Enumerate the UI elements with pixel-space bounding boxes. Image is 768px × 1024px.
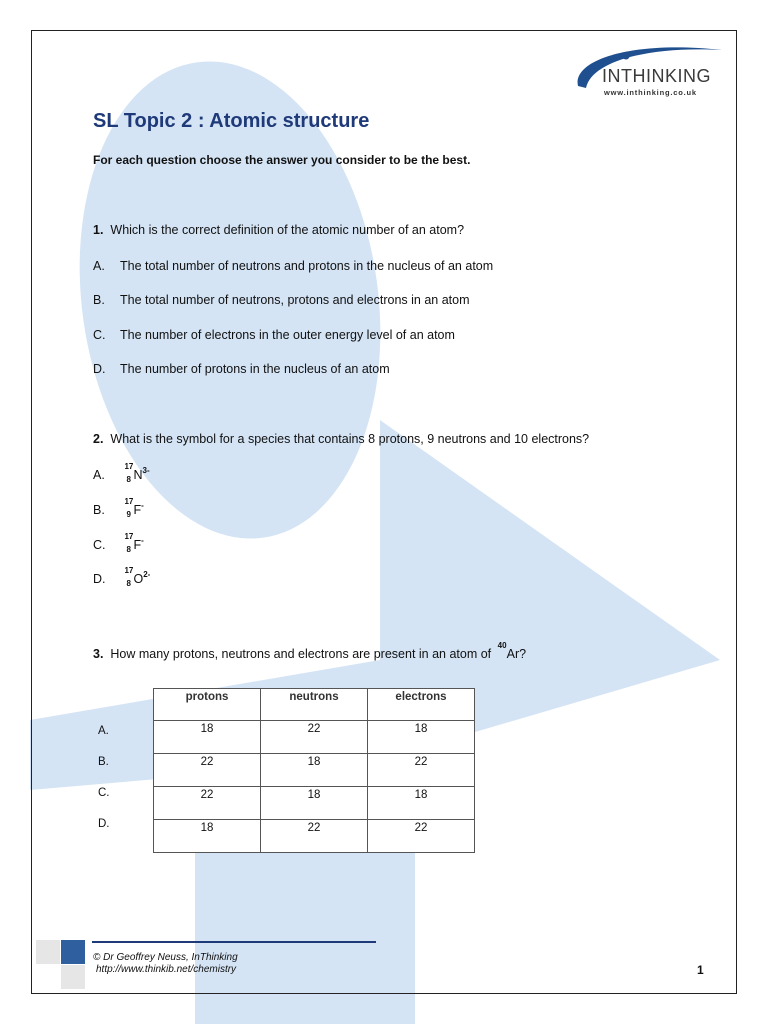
table-cell: 22 — [368, 820, 475, 853]
table-cell: 18 — [154, 721, 261, 754]
q1-option-c[interactable] — [93, 328, 455, 342]
option-text: The total number of neutrons and protons in the nucleus of an atom — [120, 259, 494, 273]
table-header-row — [154, 689, 475, 721]
footer-rule — [92, 941, 376, 943]
table-row[interactable] — [154, 820, 475, 853]
table-cell: 22 — [261, 721, 368, 754]
footer-author: © Dr Geoffrey Neuss, InThinking — [93, 952, 238, 963]
q2-option-d[interactable] — [93, 566, 151, 588]
mass-number: 17 — [124, 532, 134, 541]
q2-option-c[interactable] — [93, 532, 144, 554]
option-letter: A. — [93, 259, 105, 273]
mass-number: 17 — [124, 566, 134, 575]
element-symbol: O — [133, 572, 144, 586]
element-symbol: N — [133, 468, 143, 482]
q1-option-a[interactable] — [93, 259, 493, 273]
option-letter: A. — [93, 468, 105, 482]
atomic-number: 8 — [126, 579, 131, 588]
q2-option-a[interactable] — [93, 462, 150, 484]
option-letter: B. — [93, 503, 105, 517]
atomic-number: 8 — [126, 475, 131, 484]
table-cell: 18 — [261, 787, 368, 820]
table-cell: 18 — [368, 721, 475, 754]
table-cell: 18 — [261, 754, 368, 787]
element-symbol: F — [133, 503, 142, 517]
option-letter: B. — [93, 293, 105, 307]
row-label-a: A. — [98, 725, 109, 737]
table-cell: 22 — [261, 820, 368, 853]
table-header: neutrons — [261, 689, 368, 721]
row-label-b: B. — [98, 756, 109, 768]
table-cell: 22 — [154, 754, 261, 787]
option-text: The total number of neutrons, protons and electrons in an atom — [120, 293, 470, 307]
question-1 — [93, 223, 464, 237]
nuclide-symbol — [123, 532, 144, 554]
option-letter: C. — [93, 328, 106, 342]
table-cell: 22 — [368, 754, 475, 787]
table-cell: 22 — [154, 787, 261, 820]
answer-table — [153, 688, 475, 853]
footer-url[interactable]: http://www.thinkib.net/chemistry — [96, 964, 237, 975]
table-cell: 18 — [368, 787, 475, 820]
row-label-c: C. — [98, 787, 110, 799]
question-number: 2. — [93, 432, 104, 446]
table-header: protons — [154, 689, 261, 721]
option-text: The number of protons in the nucleus of an atom — [120, 362, 390, 376]
nuclide-symbol — [123, 497, 144, 519]
page-number: 1 — [697, 963, 704, 977]
q2-option-b[interactable] — [93, 497, 144, 519]
question-text: Which is the correct definition of the atomic number of an atom? — [110, 223, 465, 237]
nuclide-symbol — [123, 566, 151, 588]
question-text: How many protons, neutrons and electrons are present in an atom of — [110, 647, 492, 661]
option-letter: D. — [93, 362, 106, 376]
nuclide-symbol — [123, 462, 150, 484]
question-text: What is the symbol for a species that contains 8 protons, 9 neutrons and 10 electrons? — [110, 432, 590, 446]
atomic-number: 8 — [126, 545, 131, 554]
option-letter: D. — [93, 572, 106, 586]
ion-charge: 3- — [142, 466, 150, 475]
footer-squares-icon — [36, 940, 86, 990]
question-number: 3. — [93, 647, 104, 661]
table-row[interactable] — [154, 787, 475, 820]
ion-charge: - — [141, 501, 144, 510]
q1-option-d[interactable] — [93, 362, 390, 376]
question-3 — [93, 641, 527, 661]
row-label-d: D. — [98, 818, 110, 830]
element-symbol: Ar? — [506, 647, 527, 661]
nuclide-symbol — [497, 641, 527, 661]
option-letter: C. — [93, 538, 106, 552]
ion-charge: - — [141, 536, 144, 545]
instructions: For each question choose the answer you consider to be the best. — [93, 153, 471, 167]
logo-url: www.inthinking.co.uk — [604, 88, 697, 97]
option-text: The number of electrons in the outer energy level of an atom — [120, 328, 455, 342]
q1-option-b[interactable] — [93, 293, 470, 307]
atomic-number: 9 — [126, 510, 131, 519]
table-cell: 18 — [154, 820, 261, 853]
table-row[interactable] — [154, 754, 475, 787]
page-title: SL Topic 2 : Atomic structure — [93, 110, 370, 132]
ion-charge: 2- — [143, 570, 151, 579]
mass-number: 17 — [124, 497, 134, 506]
element-symbol: F — [133, 538, 142, 552]
question-2 — [93, 432, 589, 446]
mass-number: 17 — [124, 462, 134, 471]
question-number: 1. — [93, 223, 104, 237]
table-row[interactable] — [154, 721, 475, 754]
table-header: electrons — [368, 689, 475, 721]
logo-wordmark: INTHINKING — [602, 66, 712, 86]
mass-number: 40 — [497, 641, 507, 650]
